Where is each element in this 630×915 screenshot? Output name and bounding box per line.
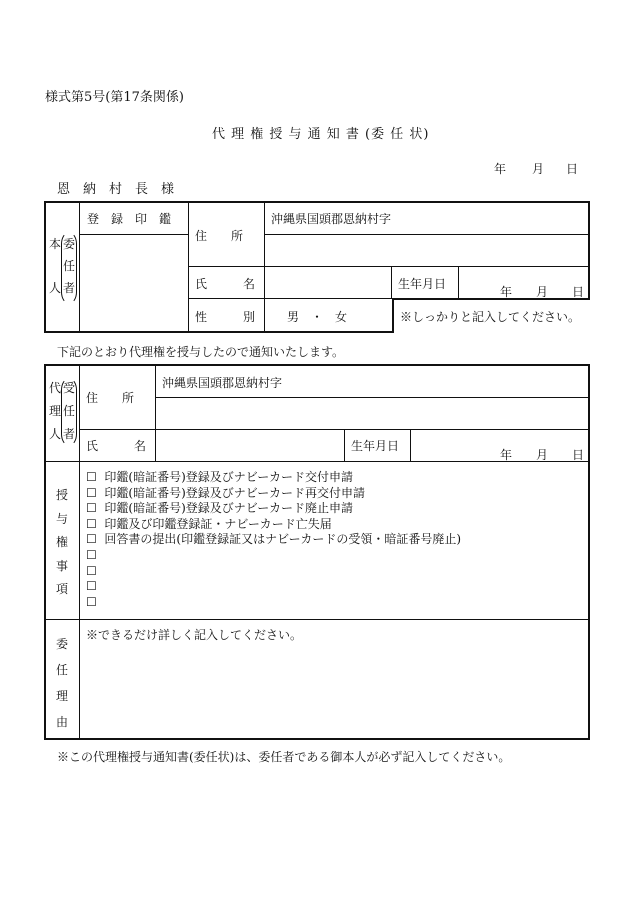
principal-paren-char-1: 委 [63,237,76,251]
checkbox-icon[interactable]: ☐ [86,485,97,500]
checkbox-icon[interactable]: ☐ [86,579,97,594]
principal-birth-day: 日 [572,285,585,299]
principal-name-field[interactable] [266,268,390,297]
list-item: ☐ 回答書の提出(印鑑登録証又はナビーカードの受領・暗証番号廃止) [86,532,462,547]
intro-text: 下記のとおり代理権を授与したので通知いたします。 [57,345,345,359]
reason-label: 委 任 理 由 [56,637,69,729]
page-title: 代 理 権 授 与 通 知 書 (委 任 状) [212,127,430,142]
checkbox-icon[interactable]: ☐ [86,516,97,531]
date-day-label: 日 [566,162,579,176]
agent-address-label: 住 所 [86,391,135,405]
checkbox-icon[interactable]: ☐ [86,594,97,609]
list-item [86,548,461,564]
addressee: 恩 納 村 長 様 [57,182,175,197]
list-item: ☐ 印鑑及び印鑑登録証・ナビーカード亡失届 [86,516,332,531]
seal-label: 登 録 印 鑑 [87,212,172,226]
agent-birth-year: 年 [500,448,513,462]
principal-name-label: 氏 名 [195,277,256,291]
seal-box[interactable] [80,235,188,331]
agent-birth-label: 生年月日 [351,439,400,453]
footer-note: ※この代理権授与通知書(委任状)は、委任者である御本人が必ず記入してください。 [57,750,511,764]
matters-label: 授 与 権 事 項 [56,488,69,596]
principal-address-value[interactable]: 沖縄県国頭郡恩納村字 [271,212,392,226]
checkbox-icon[interactable]: ☐ [86,470,97,484]
list-item [86,595,461,611]
principal-address-label: 住 所 [195,229,244,243]
principal-birth-month: 月 [536,285,549,299]
principal-paren-char-3: 者 [63,281,76,295]
form-number: 様式第5号(第17条関係) [45,90,184,105]
agent-name-label: 氏 名 [86,439,147,453]
agent-paren-char-1: 受 [63,381,76,395]
checkbox-icon[interactable]: ☐ [86,501,97,516]
date-year-label: 年 [494,162,507,176]
principal-paren-char-2: 任 [63,259,76,273]
reason-note: ※できるだけ詳しく記入してください。 [86,628,303,642]
agent-birth-day: 日 [572,448,585,462]
principal-label-top: 本 [49,237,62,251]
sex-label: 性 別 [195,310,256,324]
list-item: ☐ 印鑑(暗証番号)登録及びナビーカード廃止申請 [86,501,354,516]
agent-label-2: 理 [49,404,62,418]
agent-address-value[interactable]: 沖縄県国頭郡恩納村字 [162,376,283,390]
list-item [86,564,461,580]
agent-label-1: 代 [49,381,62,395]
agent-paren-char-3: 者 [63,427,76,441]
agent-birth-month: 月 [536,448,549,462]
checkbox-icon[interactable]: ☐ [86,532,97,547]
agent-name-field[interactable] [158,431,342,460]
principal-birth-label: 生年月日 [398,277,447,291]
reason-field[interactable] [82,645,586,735]
list-item: ☐ 印鑑(暗証番号)登録及びナビーカード交付申請 [86,470,354,484]
principal-note: ※しっかりと記入してください。 [400,310,581,324]
matters-list [86,470,461,610]
checkbox-icon[interactable]: ☐ [86,547,97,562]
principal-label-bottom: 人 [49,281,62,295]
list-item [86,579,461,595]
list-item: ☐ 印鑑(暗証番号)登録及びナビーカード再交付申請 [86,485,366,500]
checkbox-icon[interactable]: ☐ [86,563,97,578]
sex-options[interactable]: 男 ・ 女 [287,310,348,324]
date-month-label: 月 [532,162,545,176]
principal-birth-year: 年 [500,285,513,299]
agent-label-3: 人 [49,427,62,441]
agent-paren-char-2: 任 [63,404,76,418]
